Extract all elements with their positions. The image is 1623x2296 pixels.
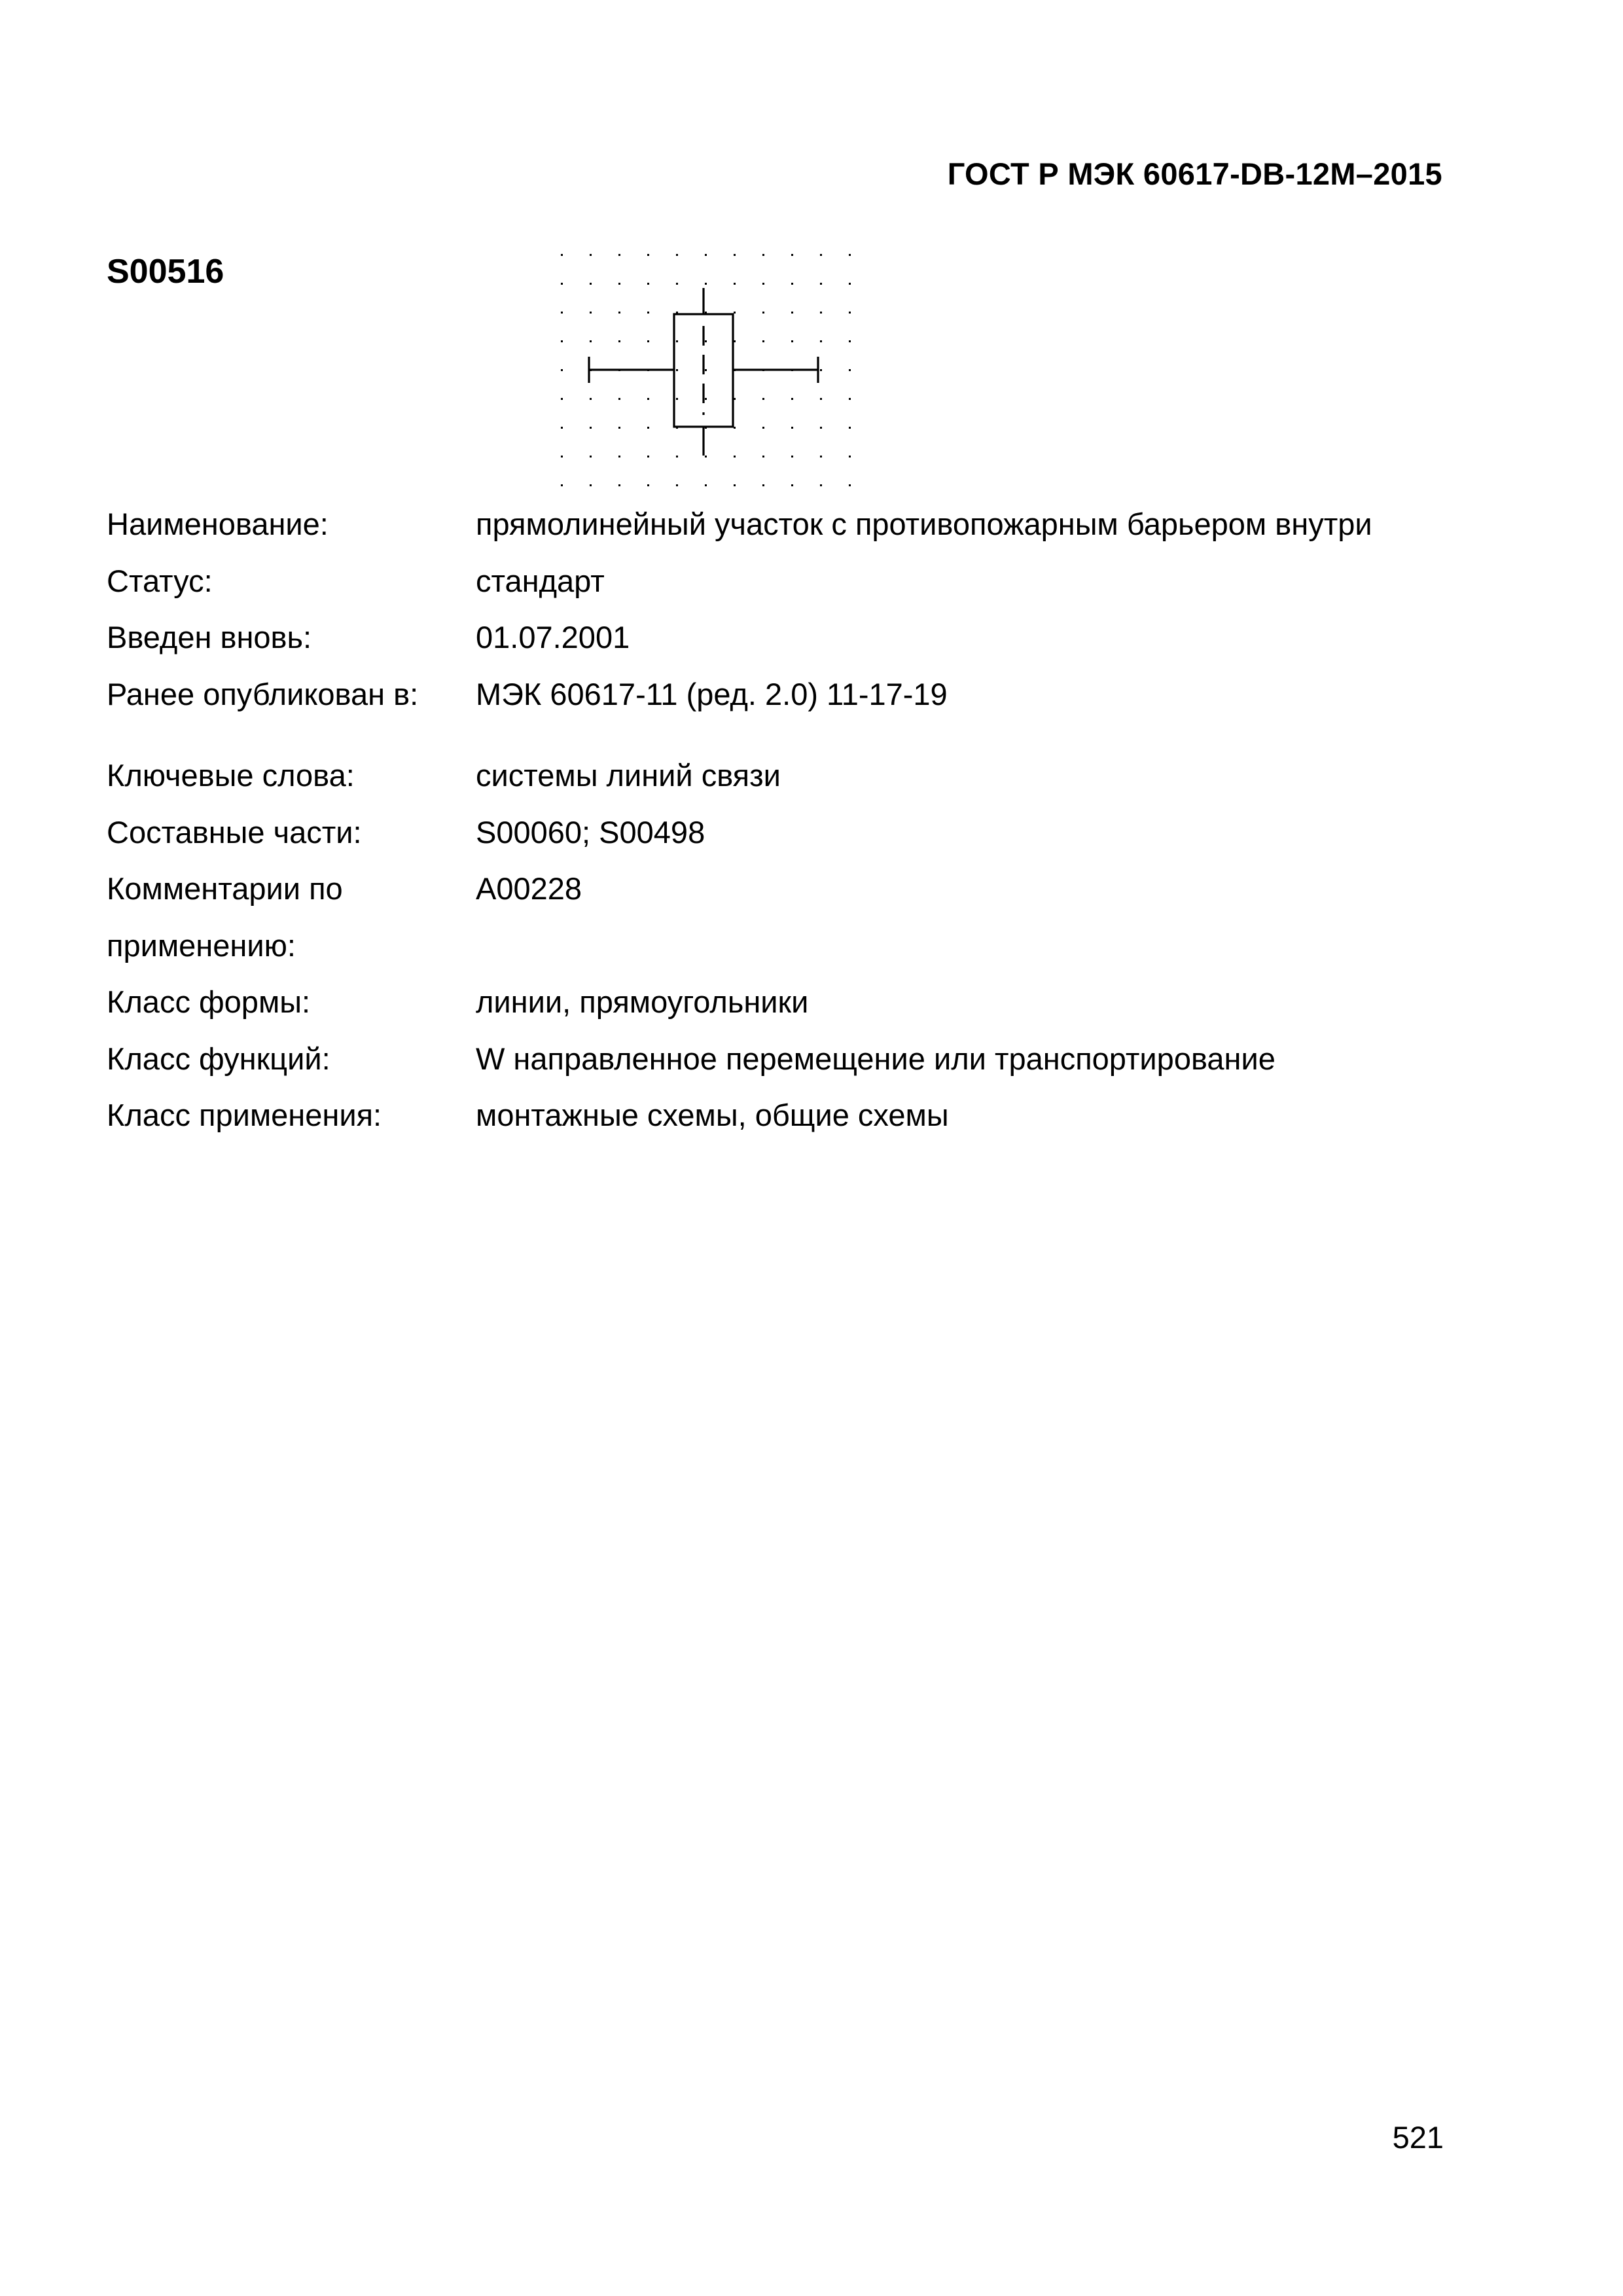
grid-dot — [849, 369, 851, 371]
symbol-drawing — [589, 288, 818, 456]
properties-table — [107, 496, 1468, 1144]
grid-dot — [734, 484, 736, 486]
property-label: Составные части: — [107, 814, 362, 850]
grid-dot — [849, 340, 851, 342]
property-label: Статус: — [107, 563, 213, 598]
grid-dots — [561, 254, 851, 497]
property-label: Ключевые слова: — [107, 758, 355, 793]
grid-dot — [820, 456, 822, 457]
property-value: стандарт — [476, 563, 605, 598]
symbol-figure — [546, 249, 854, 497]
grid-dot — [705, 283, 707, 285]
property-label: Ранее опубликован в: — [107, 676, 419, 711]
property-label: Наименование: — [107, 507, 329, 541]
grid-dot — [561, 456, 563, 457]
grid-dot — [791, 283, 793, 285]
grid-dot — [590, 283, 592, 285]
grid-dot — [705, 484, 707, 486]
grid-dot — [849, 312, 851, 314]
property-label: Класс применения: — [107, 1098, 382, 1132]
property-row-application-notes — [107, 861, 1468, 974]
grid-dot — [590, 312, 592, 314]
grid-dot — [561, 254, 563, 256]
grid-dot — [590, 484, 592, 486]
grid-dot — [791, 484, 793, 486]
grid-dot — [647, 427, 649, 429]
page-number: 521 — [1392, 2120, 1444, 2155]
grid-dot — [618, 340, 620, 342]
grid-dot — [561, 340, 563, 342]
property-row-introduced — [107, 609, 1468, 666]
grid-dot — [676, 369, 678, 371]
grid-dot — [734, 456, 736, 457]
property-value: монтажные схемы, общие схемы — [476, 1098, 949, 1132]
grid-dot — [561, 369, 563, 371]
grid-dot — [618, 427, 620, 429]
grid-dot — [618, 484, 620, 486]
property-row-previously-published — [107, 666, 1468, 723]
property-value: системы линий связи — [476, 758, 781, 793]
grid-dot — [791, 340, 793, 342]
property-row-application-class — [107, 1087, 1468, 1144]
grid-dot — [762, 312, 764, 314]
grid-dot — [849, 484, 851, 486]
grid-dot — [705, 254, 707, 256]
property-value: A00228 — [476, 871, 582, 906]
document-standard-header: ГОСТ Р МЭК 60617-DB-12M–2015 — [947, 156, 1442, 191]
grid-dot — [762, 254, 764, 256]
grid-dot — [561, 484, 563, 486]
grid-dot — [618, 254, 620, 256]
grid-dot — [647, 340, 649, 342]
property-row-shape-class — [107, 974, 1468, 1031]
grid-dot — [590, 427, 592, 429]
property-value: W направленное перемещение или транспортирование — [476, 1041, 1275, 1076]
grid-dot — [676, 254, 678, 256]
property-label: Комментарии по применению: — [107, 871, 343, 963]
grid-dot — [676, 398, 678, 400]
property-value: 01.07.2001 — [476, 620, 630, 655]
symbol-id: S00516 — [107, 253, 224, 291]
grid-dot — [762, 427, 764, 429]
grid-dot — [590, 456, 592, 457]
grid-dot — [820, 283, 822, 285]
property-row-status — [107, 553, 1468, 610]
grid-dot — [676, 283, 678, 285]
grid-dot — [561, 283, 563, 285]
grid-dot — [791, 398, 793, 400]
grid-dot — [705, 398, 707, 400]
property-label: Введен вновь: — [107, 620, 312, 655]
grid-dot — [561, 427, 563, 429]
grid-dot — [849, 398, 851, 400]
symbol-graphic — [546, 249, 854, 497]
grid-dot — [820, 398, 822, 400]
grid-dot — [618, 398, 620, 400]
grid-dot — [590, 254, 592, 256]
grid-dot — [762, 283, 764, 285]
grid-dot — [849, 254, 851, 256]
grid-dot — [705, 340, 707, 342]
grid-dot — [791, 456, 793, 457]
grid-dot — [561, 312, 563, 314]
grid-dot — [849, 283, 851, 285]
grid-dot — [618, 283, 620, 285]
grid-dot — [762, 484, 764, 486]
grid-dot — [647, 398, 649, 400]
grid-dot — [647, 456, 649, 457]
grid-dot — [705, 369, 707, 371]
grid-dot — [762, 340, 764, 342]
grid-dot — [647, 254, 649, 256]
grid-dot — [820, 369, 822, 371]
grid-dot — [705, 456, 707, 457]
property-value: МЭК 60617-11 (ред. 2.0) 11-17-19 — [476, 676, 948, 711]
grid-dot — [647, 283, 649, 285]
grid-dot — [734, 283, 736, 285]
property-row-function-class — [107, 1031, 1468, 1088]
grid-dot — [590, 398, 592, 400]
grid-dot — [849, 456, 851, 457]
grid-dot — [647, 312, 649, 314]
grid-dot — [820, 427, 822, 429]
grid-dot — [762, 456, 764, 457]
grid-dot — [734, 254, 736, 256]
grid-dot — [590, 340, 592, 342]
property-value: линии, прямоугольники — [476, 984, 809, 1019]
grid-dot — [820, 312, 822, 314]
property-row-name — [107, 496, 1468, 553]
property-value: прямолинейный участок с противопожарным барьером внутри — [476, 507, 1372, 541]
property-label: Класс функций: — [107, 1041, 330, 1076]
property-value: S00060; S00498 — [476, 814, 705, 850]
property-label: Класс формы: — [107, 984, 311, 1019]
grid-dot — [820, 484, 822, 486]
grid-dot — [618, 312, 620, 314]
grid-dot — [820, 340, 822, 342]
grid-dot — [647, 484, 649, 486]
grid-dot — [820, 254, 822, 256]
grid-dot — [676, 456, 678, 457]
grid-dot — [791, 312, 793, 314]
property-row-keywords — [107, 747, 1468, 804]
grid-dot — [618, 456, 620, 457]
grid-dot — [676, 484, 678, 486]
grid-dot — [676, 340, 678, 342]
grid-dot — [561, 398, 563, 400]
grid-dot — [791, 427, 793, 429]
grid-dot — [791, 254, 793, 256]
grid-dot — [849, 427, 851, 429]
property-row-components — [107, 804, 1468, 861]
grid-dot — [762, 398, 764, 400]
